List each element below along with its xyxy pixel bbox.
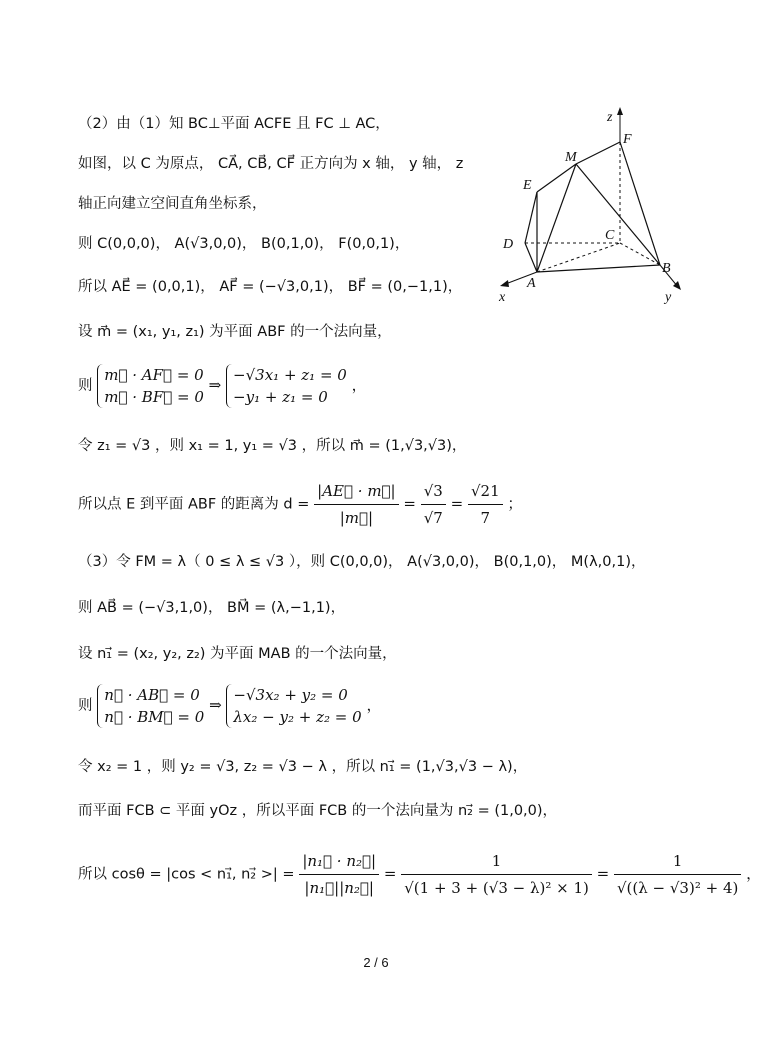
distance-formula: 所以点 E 到平面 ABF 的距离为 d = $\frac{|AE⃗ \cdot m⃗|}{|m⃗|}$ = $\frac{√3}{√7}$ = $\frac{√21}{7}$ ； [78,478,522,531]
equation-system-2: 则 n⃗ · AB⃗ = 0 n⃗ · BM⃗ = 0 ⇒ −√3x₂ + y₂ = 0 λx₂ − y₂ + z₂ = 0 ， [78,686,382,726]
text-line-4: 则 C(0,0,0)， A(√3,0,0)， B(0,1,0)， F(0,0,1)， [78,236,410,252]
label-D: D [503,237,514,252]
text-line-10: 设 n₁⃗ = (x₂, y₂, z₂) 为平面 MAB 的一个法向量， [78,646,397,662]
edge-MB [576,164,660,265]
text-line-8: （3）令 FM = λ（ 0 ≤ λ ≤ √3 ），则 C(0,0,0)， A(√3,0,0)， B(0,1,0)， M(λ,0,1)， [78,554,646,570]
page-number: 2 / 6 [363,955,389,970]
edge-MA [537,164,576,272]
text-line-7: 令 z₁ = √3 ，则 x₁ = 1, y₁ = √3 ，所以 m⃗ = (1,√3,√3)， [78,438,467,454]
equation-system-1: 则 m⃗ · AF⃗ = 0 m⃗ · BF⃗ = 0 ⇒ −√3x₁ + z₁ = 0 −y₁ + z₁ = 0 ， [78,366,367,406]
text-line-5: 所以 AE⃗ = (0,0,1)， AF⃗ = (−√3,0,1)， BF⃗ = (0,−1,1)， [78,279,463,295]
system1-left: m⃗ · AF⃗ = 0 m⃗ · BF⃗ = 0 [97,364,204,408]
distance-frac-2: $\frac{√3}{√7}$ [421,478,446,531]
edge-ED [525,192,537,243]
distance-frac-3: $\frac{√21}{7}$ [468,478,503,531]
edge-MF [576,142,620,164]
label-M: M [565,150,577,165]
label-A: A [527,276,536,291]
label-B: B [662,261,671,276]
text-line-6: 设 m⃗ = (x₁, y₁, z₁) 为平面 ABF 的一个法向量， [78,324,392,340]
text-line-2: 如图，以 C 为原点， CA⃗, CB⃗, CF⃗ 正方向为 x 轴， y 轴， z [78,156,464,172]
label-F: F [623,132,632,147]
system1-right: −√3x₁ + z₁ = 0 −y₁ + z₁ = 0 [226,364,347,408]
text-line-12: 而平面 FCB ⊂ 平面 yOz ，所以平面 FCB 的一个法向量为 n₂⃗ = (1,0,0)， [78,803,558,819]
label-C: C [605,228,615,243]
cosine-frac-3: $\frac{1}{\text{√((λ − √3)² + 4)}}$ [614,848,741,901]
label-y: y [665,290,672,305]
system2-left: n⃗ · AB⃗ = 0 n⃗ · BM⃗ = 0 [97,684,204,728]
text-line-11: 令 x₂ = 1 ，则 y₂ = √3, z₂ = √3 − λ ，所以 n₁⃗ = (1,√3,√3 − λ)， [78,759,528,775]
label-E: E [523,178,532,193]
label-x: x [499,290,506,305]
edge-DA [525,243,537,272]
label-z: z [607,110,613,125]
cosine-formula: 所以 cosθ = |cos < n₁⃗, n₂⃗ >| = $\frac{\text{|n₁⃗ · n₂⃗|}}{\text{|n₁⃗||n₂⃗|}}$ = $\frac{1}{\text{√(1 + 3 + (√3 − λ)² × 1)}}$ = $\frac{1}{\text{√((λ − √3)² + 4)}}$ ， [78,848,761,901]
z-axis-arrow-icon [617,107,623,115]
cosine-frac-2: $\frac{1}{\text{√(1 + 3 + (√3 − λ)² × 1)}}$ [401,848,592,901]
distance-frac-1: $\frac{|AE⃗ \cdot m⃗|}{|m⃗|}$ [314,478,398,531]
edge-EM [537,164,576,192]
text-line-9: 则 AB⃗ = (−√3,1,0)， BM⃗ = (λ,−1,1)， [78,600,346,616]
geometry-figure [495,105,685,305]
system2-right: −√3x₂ + y₂ = 0 λx₂ − y₂ + z₂ = 0 [226,684,361,728]
text-line-3: 轴正向建立空间直角坐标系， [78,196,267,212]
cosine-frac-1: $\frac{\text{|n₁⃗ · n₂⃗|}}{\text{|n₁⃗||n₂⃗|}}$ [299,848,379,901]
text-line-1: （2）由（1）知 BC⊥平面 ACFE 且 FC ⊥ AC， [78,116,390,132]
x-axis-arrow-icon [500,280,509,287]
